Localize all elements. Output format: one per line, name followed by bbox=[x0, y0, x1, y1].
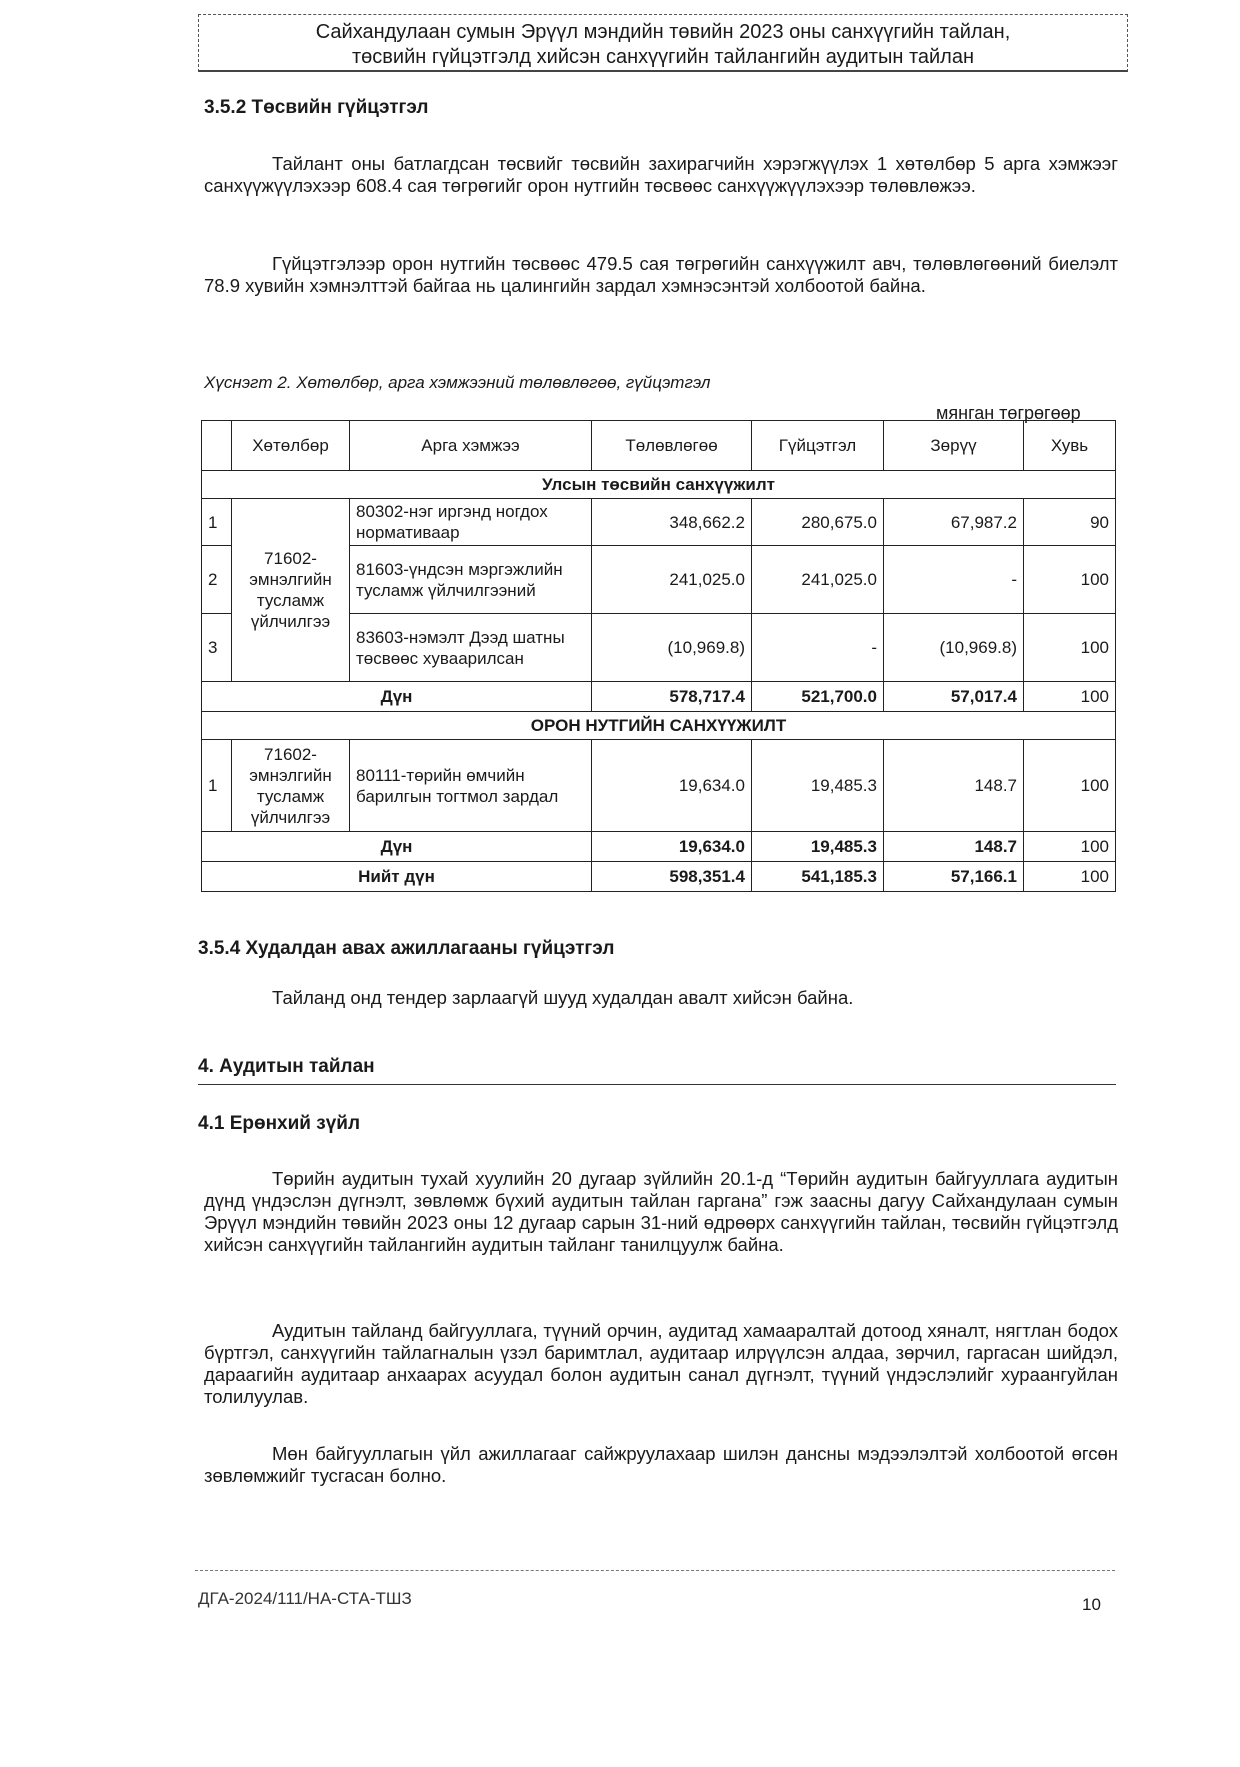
actual-cell: - bbox=[752, 614, 884, 682]
header-cell: Зөрүү bbox=[884, 421, 1024, 471]
pct-cell: 100 bbox=[1024, 862, 1116, 892]
actual-cell: 19,485.3 bbox=[752, 832, 884, 862]
section-354-paragraph: Тайланд онд тендер зарлаагүй шууд худалдан авалт хийсэн байна. bbox=[272, 987, 854, 1008]
pct-cell: 100 bbox=[1024, 740, 1116, 832]
table-header-row bbox=[202, 421, 1116, 471]
header-cell: Хөтөлбөр bbox=[232, 421, 350, 471]
actual-cell: 280,675.0 bbox=[752, 499, 884, 546]
section-352-paragraph-1: Тайлант оны батлагдсан төсвийг төсвийн захирагчийн хэрэгжүүлэх 1 хөтөлбөр 5 арга хэмжээг санхүүжүүлэхээр 608.4 сая төгрөгийг орон нутгийн төсвөөс санхүүжүүлэхээр төлөвлөжээ. bbox=[204, 153, 1118, 196]
section-41-paragraph-1: Төрийн аудитын тухай хуулийн 20 дугаар зүйлийн 20.1-д “Төрийн аудитын байгууллага аудитын дүнд үндэслэн дүгнэлт, зөвлөмж бүхий аудитын тайлан гаргана” гэж заасны дагуу Сайхандулаан сумын Эрүүл мэндийн төвийн 2023 оны 12 дугаар сарын 31-ний өдрөөрх санхүүгийн тайлан, төсвийн гүйцэтгэлд хийсэн санхүүгийн тайлангийн аудитын тайланг танилцуулж байна. bbox=[204, 1168, 1118, 1255]
section-41-paragraph-2: Аудитын тайланд байгууллага, түүний орчин, аудитад хамааралтай дотоод хяналт, нягтлан бодох бүртгэл, санхүүгийн тайлагналын үзэл баримтлал, аудитаар илрүүлсэн алдаа, зөрчил, гаргасан шийдэл, дараагийн аудитаар анхаарах асуудал болон аудитын санал дүгнэлт, түүний үндэслэлийг хураангуйлан толилуулав. bbox=[204, 1320, 1118, 1407]
page-number: 10 bbox=[1082, 1595, 1101, 1614]
document-header bbox=[198, 14, 1128, 72]
pct-cell: 100 bbox=[1024, 682, 1116, 712]
header-cell bbox=[202, 421, 232, 471]
header-cell: Хувь bbox=[1024, 421, 1116, 471]
plan-cell: 598,351.4 bbox=[592, 862, 752, 892]
diff-cell: 67,987.2 bbox=[884, 499, 1024, 546]
diff-cell: 148.7 bbox=[884, 832, 1024, 862]
pct-cell: 100 bbox=[1024, 546, 1116, 614]
diff-cell: (10,969.8) bbox=[884, 614, 1024, 682]
table-row bbox=[202, 499, 1116, 546]
header-cell: Арга хэмжээ bbox=[350, 421, 592, 471]
table-caption: Хүснэгт 2. Хөтөлбөр, арга хэмжээний төлөвлөгөө, гүйцэтгэл bbox=[204, 373, 711, 392]
row-number: 3 bbox=[202, 614, 232, 682]
plan-cell: 241,025.0 bbox=[592, 546, 752, 614]
footer-divider bbox=[195, 1570, 1115, 1571]
section-354-title: 3.5.4 Худалдан авах ажиллагааны гүйцэтгэл bbox=[198, 938, 615, 959]
pct-cell: 100 bbox=[1024, 614, 1116, 682]
section-label: Улсын төсвийн санхүүжилт bbox=[202, 471, 1116, 499]
total-row bbox=[202, 862, 1116, 892]
section-352-title: 3.5.2 Төсвийн гүйцэтгэл bbox=[204, 97, 429, 118]
header-cell: Гүйцэтгэл bbox=[752, 421, 884, 471]
plan-cell: (10,969.8) bbox=[592, 614, 752, 682]
header-cell: Төлөвлөгөө bbox=[592, 421, 752, 471]
actual-cell: 19,485.3 bbox=[752, 740, 884, 832]
row-number: 1 bbox=[202, 499, 232, 546]
pct-cell: 90 bbox=[1024, 499, 1116, 546]
section-row bbox=[202, 712, 1116, 740]
section-4-title: 4. Аудитын тайлан bbox=[198, 1056, 1116, 1085]
subtotal-row bbox=[202, 832, 1116, 862]
budget-table bbox=[201, 420, 1116, 892]
actual-cell: 521,700.0 bbox=[752, 682, 884, 712]
section-352-paragraph-2: Гүйцэтгэлээр орон нутгийн төсвөөс 479.5 сая төгрөгийн санхүүжилт авч, төлөвлөгөөний биелэлт 78.9 хувийн хэмнэлттэй байгаа нь цалингийн зардал хэмнэсэнтэй холбоотой байна. bbox=[204, 253, 1118, 296]
row-number: 2 bbox=[202, 546, 232, 614]
header-line-2: төсвийн гүйцэтгэлд хийсэн санхүүгийн тайлангийн аудитын тайлан bbox=[351, 46, 975, 68]
header-line-1: Сайхандулаан сумын Эрүүл мэндийн төвийн 2023 оны санхүүгийн тайлан, bbox=[315, 21, 1011, 43]
subtotal-label: Дүн bbox=[202, 682, 592, 712]
pct-cell: 100 bbox=[1024, 832, 1116, 862]
program-cell: 71602-эмнэлгийн тусламж үйлчилгээ bbox=[232, 740, 350, 832]
section-label: ОРОН НУТГИЙН САНХҮҮЖИЛТ bbox=[202, 712, 1116, 740]
section-41-paragraph-3: Мөн байгууллагын үйл ажиллагааг сайжруулахаар шилэн дансны мэдээлэлтэй холбоотой өгсөн зөвлөмжийг тусгасан болно. bbox=[204, 1443, 1118, 1486]
actual-cell: 241,025.0 bbox=[752, 546, 884, 614]
plan-cell: 348,662.2 bbox=[592, 499, 752, 546]
total-label: Нийт дүн bbox=[202, 862, 592, 892]
section-row bbox=[202, 471, 1116, 499]
row-number: 1 bbox=[202, 740, 232, 832]
table-unit: мянган төгрөгөөр bbox=[936, 403, 1081, 423]
measure-cell: 80111-төрийн өмчийн барилгын тогтмол зардал bbox=[350, 740, 592, 832]
diff-cell: 57,166.1 bbox=[884, 862, 1024, 892]
document-code: ДГА-2024/111/НА-СТА-ТШЗ bbox=[198, 1589, 412, 1608]
plan-cell: 19,634.0 bbox=[592, 740, 752, 832]
measure-cell: 83603-нэмэлт Дээд шатны төсвөөс хуваарилсан bbox=[350, 614, 592, 682]
diff-cell: - bbox=[884, 546, 1024, 614]
section-41-title: 4.1 Ерөнхий зүйл bbox=[198, 1113, 361, 1134]
plan-cell: 578,717.4 bbox=[592, 682, 752, 712]
subtotal-row bbox=[202, 682, 1116, 712]
plan-cell: 19,634.0 bbox=[592, 832, 752, 862]
program-cell: 71602-эмнэлгийн тусламж үйлчилгээ bbox=[232, 499, 350, 682]
diff-cell: 148.7 bbox=[884, 740, 1024, 832]
actual-cell: 541,185.3 bbox=[752, 862, 884, 892]
diff-cell: 57,017.4 bbox=[884, 682, 1024, 712]
measure-cell: 80302-нэг иргэнд ногдох нормативаар bbox=[350, 499, 592, 546]
subtotal-label: Дүн bbox=[202, 832, 592, 862]
table-row bbox=[202, 740, 1116, 832]
measure-cell: 81603-үндсэн мэргэжлийн тусламж үйлчилгээний bbox=[350, 546, 592, 614]
